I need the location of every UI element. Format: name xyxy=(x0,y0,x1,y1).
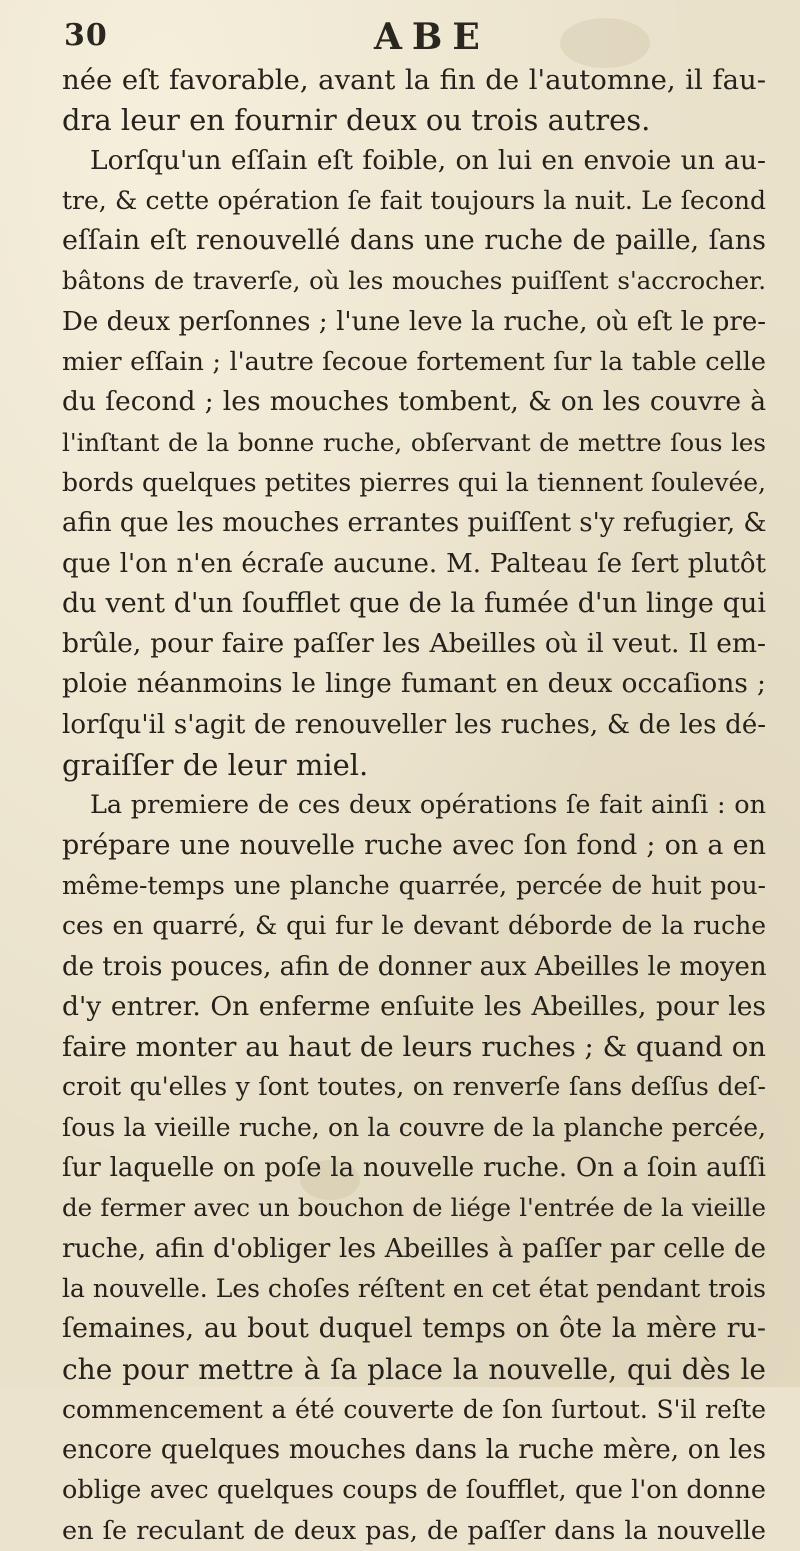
text-line: de fermer avec un bouchon de liége l'entrée de la vieille xyxy=(62,1193,766,1223)
text-line: brûle, pour faire paſſer les Abeilles où il veut. Il em- xyxy=(62,628,766,660)
page-number: 30 xyxy=(64,18,108,53)
text-line: che pour mettre à ſa place la nouvelle, qui dès le xyxy=(62,1352,766,1386)
body-text xyxy=(62,60,766,1551)
text-line: mier eſſain ; l'autre ſecoue fortement ſur la table celle xyxy=(62,347,766,378)
text-line: Lorſqu'un eſſain eſt foible, on lui en envoie un au- xyxy=(90,144,766,176)
text-line: en ſe reculant de deux pas, de paſſer dans la nouvelle xyxy=(62,1515,766,1546)
text-line: l'inſtant de la bonne ruche, obſervant de mettre ſous les xyxy=(62,427,766,457)
text-line: du vent d'un ſoufflet que de la fumée d'un linge qui xyxy=(62,587,766,619)
text-line: ruche, afin d'obliger les Abeilles à paſſer par celle de xyxy=(62,1233,766,1264)
text-line: La premiere de ces deux opérations ſe fait ainſi : on xyxy=(90,790,766,821)
text-line: ſemaines, au bout duquel temps on ôte la mère ru- xyxy=(62,1313,766,1345)
text-line: que l'on n'en écraſe aucune. M. Palteau ſe ſert plutôt xyxy=(62,548,766,579)
text-line: ces en quarré, & qui fur le devant déborde de la ruche xyxy=(62,911,766,941)
text-line: prépare une nouvelle ruche avec ſon fond ; on a en xyxy=(62,829,766,861)
page-header xyxy=(64,10,754,58)
text-line: bords quelques petites pierres qui la tiennent ſoulevée, xyxy=(62,467,766,497)
text-line: ſur laquelle on poſe la nouvelle ruche. On a ſoin auſſi xyxy=(62,1153,766,1184)
text-line: lorſqu'il s'agit de renouveller les ruches, & de les dé- xyxy=(62,709,766,740)
text-line: graiſſer de leur miel. xyxy=(62,748,369,783)
text-line: commencement a été couverte de ſon ſurtout. S'il reſte xyxy=(62,1394,766,1424)
text-line: faire monter au haut de leurs ruches ; & quand on xyxy=(62,1031,766,1064)
text-line: encore quelques mouches dans la ruche mère, on les xyxy=(62,1435,766,1466)
text-line: De deux perſonnes ; l'une leve la ruche, où eſt le pre- xyxy=(62,306,766,337)
text-line: bâtons de traverſe, où les mouches puiſſent s'accrocher. xyxy=(62,266,766,296)
text-line: ploie néanmoins le linge fumant en deux occaſions ; xyxy=(62,668,766,700)
text-line: afin que les mouches errantes puiſſent s'y refugier, & xyxy=(62,508,767,539)
text-line: tre, & cette opération ſe fait toujours la nuit. Le ſecond xyxy=(62,185,766,215)
text-line: de trois pouces, afin de donner aux Abeilles le moyen xyxy=(62,951,767,982)
text-line: croit qu'elles y ſont toutes, on renverſe ſans deſſus deſ- xyxy=(62,1072,766,1102)
running-head: ABE xyxy=(374,16,490,58)
text-line: dra leur en fournir deux ou trois autres. xyxy=(62,103,651,138)
text-line: d'y entrer. On enferme enſuite les Abeilles, pour les xyxy=(62,990,766,1022)
text-line: oblige avec quelques coups de ſoufflet, que l'on donne xyxy=(62,1475,766,1506)
text-line: du ſecond ; les mouches tombent, & on les couvre à xyxy=(62,386,766,418)
text-line: la nouvelle. Les choſes réſtent en cet état pendant trois xyxy=(62,1273,766,1303)
text-line: ſous la vieille ruche, on la couvre de la planche percée, xyxy=(62,1112,766,1142)
text-line: même-temps une planche quarrée, percée de huit pou- xyxy=(62,870,766,900)
text-line: née eſt favorable, avant la fin de l'automne, il fau- xyxy=(62,64,766,96)
text-line: eſſain eſt renouvellé dans une ruche de paille, ſans xyxy=(62,225,766,257)
